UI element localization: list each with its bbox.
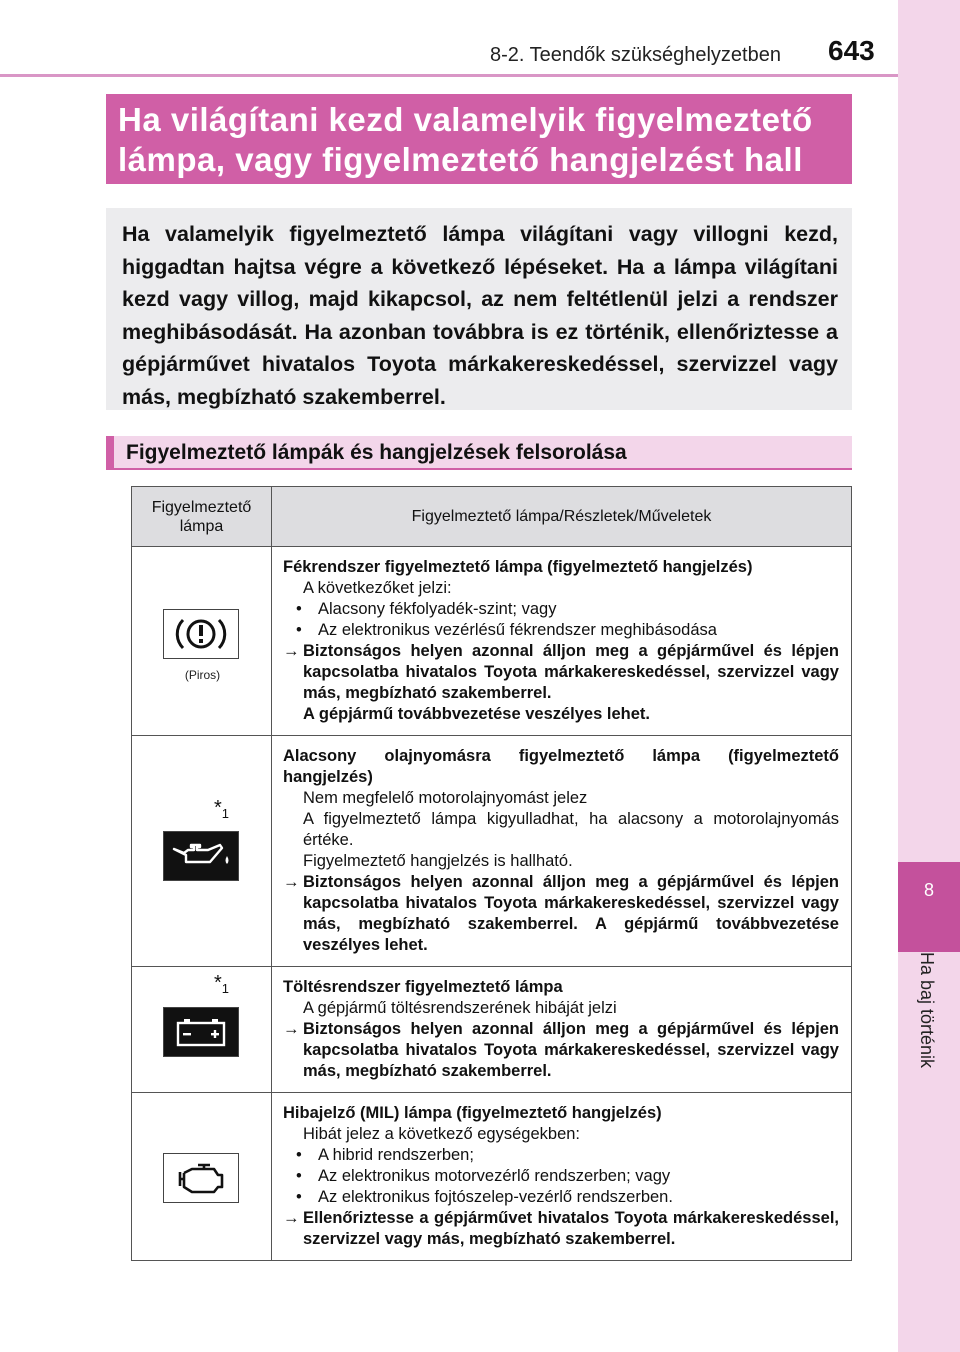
chapter-title: Ha baj történik xyxy=(917,952,937,1069)
list-item: • Az elektronikus vezérlésű fékrendszer meghibásodása xyxy=(296,621,717,639)
detail-line: A figyelmeztető lámpa kigyulladhat, ha alacsony a motorolajnyomás értéke. xyxy=(303,810,839,849)
footnote-marker: $*_1$ xyxy=(214,797,230,821)
action-text: → Ellenőriztesse a gépjárművet hivatalos Toyota márkakereskedéssel, szervizzel vagy más, megbízható szakemberrel. xyxy=(283,1209,839,1248)
lamp-title: Alacsony olajnyomásra figyelmeztető lámpa (figyelmeztető hangjelzés) xyxy=(283,747,839,786)
lamp-description xyxy=(272,967,852,1093)
footnote-number: 1 xyxy=(221,981,230,996)
table-row xyxy=(132,967,852,1093)
lamp-cell xyxy=(132,967,272,1093)
footnote-marker: $*_1$ xyxy=(214,972,230,996)
check-engine-icon xyxy=(163,1153,239,1203)
arrow-icon: → xyxy=(283,873,300,891)
table-row xyxy=(132,547,852,736)
lamp-cell xyxy=(132,736,272,967)
chapter-title-vertical xyxy=(898,952,960,1152)
footnote-number: 1 xyxy=(221,806,230,821)
list-item: • A hibrid rendszerben; xyxy=(296,1146,474,1164)
title-line-1: Ha világítani kezd valamelyik figyelmeztető xyxy=(118,101,813,138)
arrow-icon: → xyxy=(283,1020,300,1038)
action-text: → Biztonságos helyen azonnal álljon meg a gépjárművel és lépjen kapcsolatba hivatalos Toyota márkakereskedéssel, szervizzel vagy más, megbízható szakemberrel. xyxy=(283,642,839,702)
arrow-icon: → xyxy=(283,642,300,660)
list-item: • Alacsony fékfolyadék-szint; vagy xyxy=(296,600,557,618)
battery-charging-icon xyxy=(163,1007,239,1057)
action-text: → Biztonságos helyen azonnal álljon meg a gépjárművel és lépjen kapcsolatba hivatalos Toyota márkakereskedéssel, szervizzel vagy más, megbízható szakemberrel. A gépjármű továbbvezetése veszélyes lehet. xyxy=(283,873,839,954)
detail-line: Figyelmeztető hangjelzés is hallható. xyxy=(303,852,573,870)
lamp-description xyxy=(272,1093,852,1261)
lamp-cell xyxy=(132,547,272,736)
chapter-number: 8 xyxy=(923,880,934,900)
brake-warning-icon xyxy=(163,609,239,659)
page-title xyxy=(106,94,852,184)
lamp-title: Töltésrendszer figyelmeztető lámpa xyxy=(283,978,563,996)
lamp-title: Fékrendszer figyelmeztető lámpa (figyelmeztető hangjelzés) xyxy=(283,558,753,576)
lamp-title: Hibajelző (MIL) lámpa (figyelmeztető hangjelzés) xyxy=(283,1104,662,1122)
section-header: 8-2. Teendők szükséghelyzetben xyxy=(490,44,781,66)
icon-caption: (Piros) xyxy=(184,668,221,682)
table-subheading: Figyelmeztető lámpák és hangjelzések felsorolása xyxy=(106,436,852,470)
arrow-icon: → xyxy=(283,1209,300,1227)
table-row xyxy=(132,736,852,967)
warning-lamp-table xyxy=(131,486,852,1261)
lamp-cell xyxy=(132,1093,272,1261)
list-item: • Az elektronikus motorvezérlő rendszerben; vagy xyxy=(296,1167,671,1185)
oil-pressure-icon xyxy=(163,831,239,881)
header-rule xyxy=(0,74,898,77)
column-header-details: Figyelmeztető lámpa/Részletek/Műveletek xyxy=(272,487,852,547)
list-item: • Az elektronikus fojtószelep-vezérlő rendszerben. xyxy=(296,1188,673,1206)
table-header-row xyxy=(132,487,852,547)
lamp-description xyxy=(272,736,852,967)
action-text: → Biztonságos helyen azonnal álljon meg a gépjárművel és lépjen kapcsolatba hivatalos Toyota márkakereskedéssel, szervizzel vagy más, megbízható szakemberrel. xyxy=(283,1020,839,1080)
detail-line: A gépjármű töltésrendszerének hibáját jelzi xyxy=(303,999,617,1017)
detail-line: Nem megfelelő motorolajnyomást jelez xyxy=(303,789,588,807)
detail-line: Hibát jelez a következő egységekben: xyxy=(303,1125,581,1143)
chapter-number-tab[interactable] xyxy=(898,862,960,952)
column-header-lamp: Figyelmeztető lámpa xyxy=(132,487,272,547)
detail-line: A következőket jelzi: xyxy=(303,579,452,597)
table-row xyxy=(132,1093,852,1261)
intro-paragraph: Ha valamelyik figyelmeztető lámpa világítani vagy villogni kezd, higgadtan hajtsa végre a következő lépéseket. Ha a lámpa világítani kezd vagy villog, majd kikapcsol, az nem feltétlenül jelzi a rendszer meghibásodását. Ha azonban továbbra is ez történik, ellenőriztesse a gépjárművet hivatalos Toyota márkakereskedéssel, szervizzel vagy más, megbízható szakemberrel. xyxy=(106,208,852,410)
page-number: 643 xyxy=(828,35,875,66)
lamp-description xyxy=(272,547,852,736)
title-line-2: lámpa, vagy figyelmeztető hangjelzést hall xyxy=(118,141,803,178)
action-warning: A gépjármű továbbvezetése veszélyes lehet. xyxy=(303,705,650,723)
